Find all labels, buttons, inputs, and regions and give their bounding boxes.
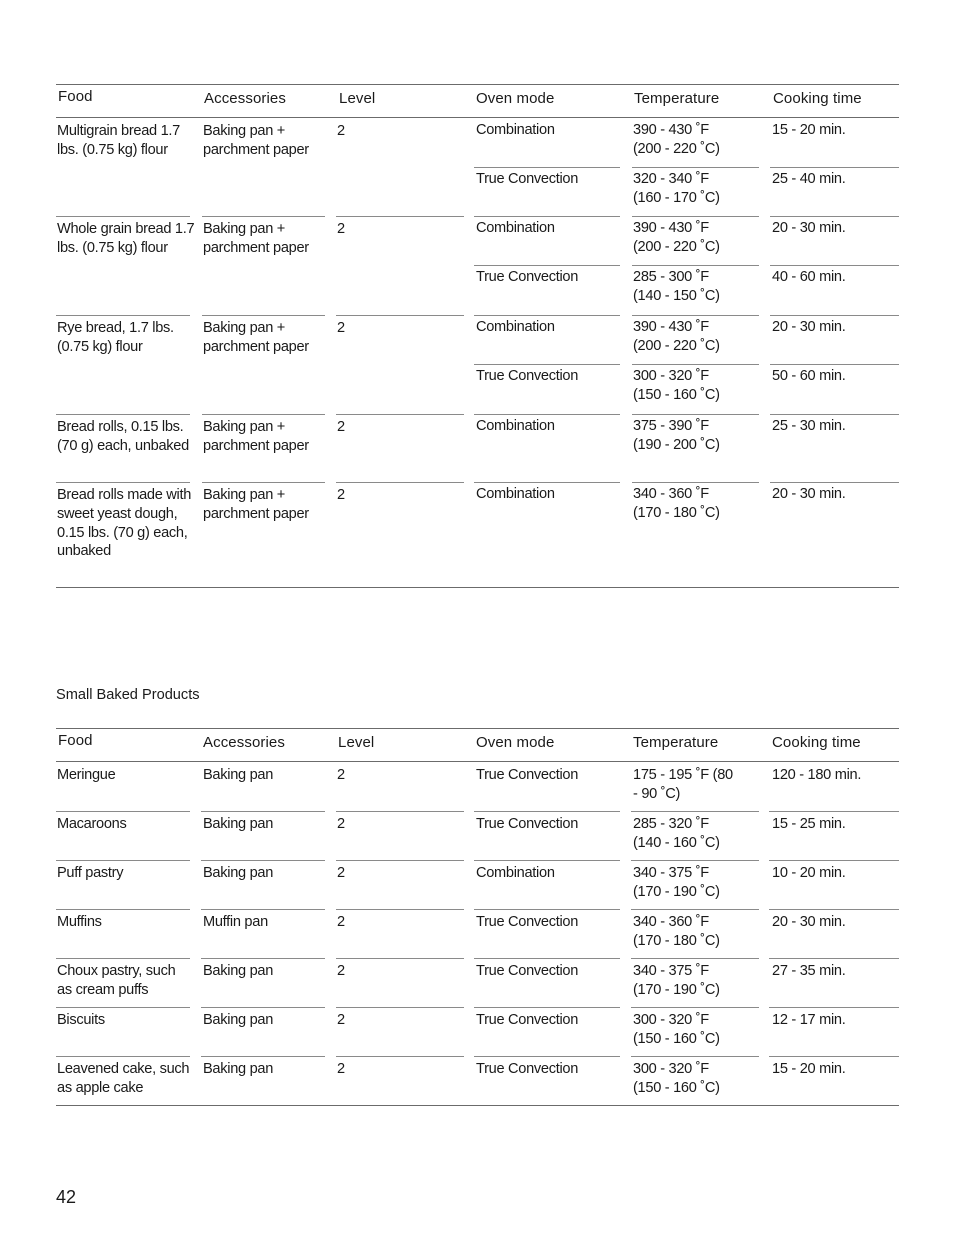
temperature-cell: 175 - 195 ˚F (80 - 90 ˚C) (633, 767, 733, 802)
table-row (56, 414, 899, 482)
level-cell: 2 (337, 865, 345, 881)
level-cell: 2 (337, 123, 345, 139)
food-cell: Leavened cake, such as apple cake (57, 1061, 190, 1096)
accessories-cell: Baking pan + parchment paper (203, 123, 309, 158)
header-food: Food (58, 88, 93, 105)
cooking-time-cell: 120 - 180 min. (772, 767, 862, 783)
sub-row-divider (770, 167, 899, 168)
header-temperature: Temperature (633, 734, 719, 751)
oven-mode-cell: Combination (476, 865, 555, 881)
sub-row-divider (632, 167, 759, 168)
level-cell: 2 (337, 1012, 345, 1028)
food-cell: Muffins (57, 914, 102, 930)
header-accessories: Accessories (204, 90, 286, 107)
level-cell: 2 (337, 221, 345, 237)
food-cell: Whole grain bread 1.7 lbs. (0.75 kg) flour (57, 221, 195, 256)
table-row (56, 216, 899, 315)
oven-mode-cell: True Convection (476, 963, 579, 979)
accessories-cell: Baking pan + parchment paper (203, 221, 309, 256)
oven-mode-cell: True Convection (476, 1012, 579, 1028)
sub-row-divider (474, 364, 620, 365)
header-cooking-time: Cooking time (772, 734, 861, 751)
oven-mode-cell: Combination (476, 486, 555, 502)
sub-row-divider (770, 265, 899, 266)
cooking-time-cell: 12 - 17 min. (772, 1012, 846, 1028)
header-cooking-time: Cooking time (773, 90, 862, 107)
food-cell: Choux pastry, such as cream puffs (57, 963, 176, 998)
level-cell: 2 (337, 487, 345, 503)
food-cell: Puff pastry (57, 865, 124, 881)
food-cell: Multigrain bread 1.7 lbs. (0.75 kg) flour (57, 123, 180, 158)
cooking-time-cell: 27 - 35 min. (772, 963, 846, 979)
sub-row-divider (770, 364, 899, 365)
temperature-cell: 340 - 375 ˚F (170 - 190 ˚C) (633, 963, 720, 998)
accessories-cell: Baking pan (203, 816, 274, 832)
oven-mode-cell: True Convection (476, 1061, 579, 1077)
table-row (56, 811, 899, 860)
level-cell: 2 (337, 419, 345, 435)
cooking-time-cell: 20 - 30 min. (772, 220, 846, 236)
accessories-cell: Baking pan + parchment paper (203, 320, 309, 355)
sub-row-divider (474, 167, 620, 168)
small-baked-products-table (56, 728, 899, 1096)
oven-mode-cell: Combination (476, 122, 555, 138)
table-bottom-rule (56, 587, 899, 588)
temperature-cell: 390 - 430 ˚F (200 - 220 ˚C) (633, 319, 720, 354)
section-title: Small Baked Products (56, 687, 200, 703)
sub-row-divider (632, 364, 759, 365)
cooking-time-cell: 20 - 30 min. (772, 319, 846, 335)
table-row (56, 958, 899, 1007)
cooking-time-cell: 50 - 60 min. (772, 368, 846, 384)
table-bottom-rule (56, 1105, 899, 1106)
table-row (56, 909, 899, 958)
accessories-cell: Baking pan + parchment paper (203, 419, 309, 454)
temperature-cell: 285 - 320 ˚F (140 - 160 ˚C) (633, 816, 720, 851)
table-row (56, 118, 899, 216)
temperature-cell: 390 - 430 ˚F (200 - 220 ˚C) (633, 122, 720, 157)
header-oven-mode: Oven mode (476, 90, 555, 107)
temperature-cell: 300 - 320 ˚F (150 - 160 ˚C) (633, 368, 720, 403)
cooking-time-cell: 15 - 20 min. (772, 122, 846, 138)
cooking-time-cell: 40 - 60 min. (772, 269, 846, 285)
accessories-cell: Baking pan (203, 767, 274, 783)
temperature-cell: 300 - 320 ˚F (150 - 160 ˚C) (633, 1012, 720, 1047)
oven-mode-cell: True Convection (476, 816, 579, 832)
oven-mode-cell: Combination (476, 319, 555, 335)
accessories-cell: Baking pan (203, 1012, 274, 1028)
food-cell: Bread rolls, 0.15 lbs. (70 g) each, unbaked (57, 419, 189, 454)
oven-mode-cell: True Convection (476, 368, 579, 384)
oven-mode-cell: Combination (476, 418, 555, 434)
bread-table (56, 84, 899, 560)
header-oven-mode: Oven mode (476, 734, 555, 751)
header-level: Level (339, 90, 376, 107)
food-cell: Macaroons (57, 816, 127, 832)
level-cell: 2 (337, 320, 345, 336)
table-row (56, 860, 899, 909)
table-header (56, 729, 899, 762)
header-temperature: Temperature (634, 90, 720, 107)
page-number: 42 (56, 1187, 77, 1207)
header-level: Level (338, 734, 375, 751)
temperature-cell: 340 - 375 ˚F (170 - 190 ˚C) (633, 865, 720, 900)
cooking-time-cell: 20 - 30 min. (772, 914, 846, 930)
food-cell: Biscuits (57, 1012, 105, 1028)
temperature-cell: 390 - 430 ˚F (200 - 220 ˚C) (633, 220, 720, 255)
sub-row-divider (474, 265, 620, 266)
table-row (56, 315, 899, 414)
accessories-cell: Baking pan (203, 1061, 274, 1077)
temperature-cell: 340 - 360 ˚F (170 - 180 ˚C) (633, 914, 720, 949)
food-cell: Rye bread, 1.7 lbs. (0.75 kg) flour (57, 320, 174, 355)
accessories-cell: Muffin pan (203, 914, 268, 930)
temperature-cell: 300 - 320 ˚F (150 - 160 ˚C) (633, 1061, 720, 1096)
oven-mode-cell: True Convection (476, 171, 579, 187)
cooking-time-cell: 25 - 30 min. (772, 418, 846, 434)
level-cell: 2 (337, 1061, 345, 1077)
level-cell: 2 (337, 963, 345, 979)
header-accessories: Accessories (203, 734, 285, 751)
temperature-cell: 375 - 390 ˚F (190 - 200 ˚C) (633, 418, 720, 453)
temperature-cell: 320 - 340 ˚F (160 - 170 ˚C) (633, 171, 720, 206)
accessories-cell: Baking pan (203, 865, 274, 881)
cooking-time-cell: 15 - 20 min. (772, 1061, 846, 1077)
table-row (56, 482, 899, 587)
cooking-time-cell: 20 - 30 min. (772, 486, 846, 502)
accessories-cell: Baking pan + parchment paper (203, 487, 309, 522)
table-row (56, 762, 899, 811)
cooking-time-cell: 10 - 20 min. (772, 865, 846, 881)
level-cell: 2 (337, 914, 345, 930)
temperature-cell: 285 - 300 ˚F (140 - 150 ˚C) (633, 269, 720, 304)
cooking-time-cell: 15 - 25 min. (772, 816, 846, 832)
oven-mode-cell: True Convection (476, 914, 579, 930)
cooking-time-cell: 25 - 40 min. (772, 171, 846, 187)
oven-mode-cell: True Convection (476, 269, 579, 285)
accessories-cell: Baking pan (203, 963, 274, 979)
food-cell: Bread rolls made with sweet yeast dough, 0.15 lbs. (70 g) each, unbaked (57, 487, 192, 560)
table-row (56, 1007, 899, 1056)
oven-mode-cell: Combination (476, 220, 555, 236)
oven-mode-cell: True Convection (476, 767, 579, 783)
sub-row-divider (632, 265, 759, 266)
level-cell: 2 (337, 816, 345, 832)
level-cell: 2 (337, 767, 345, 783)
food-cell: Meringue (57, 767, 116, 783)
temperature-cell: 340 - 360 ˚F (170 - 180 ˚C) (633, 486, 720, 521)
table-header (56, 85, 899, 118)
header-food: Food (58, 732, 93, 749)
table-row (56, 1056, 899, 1105)
